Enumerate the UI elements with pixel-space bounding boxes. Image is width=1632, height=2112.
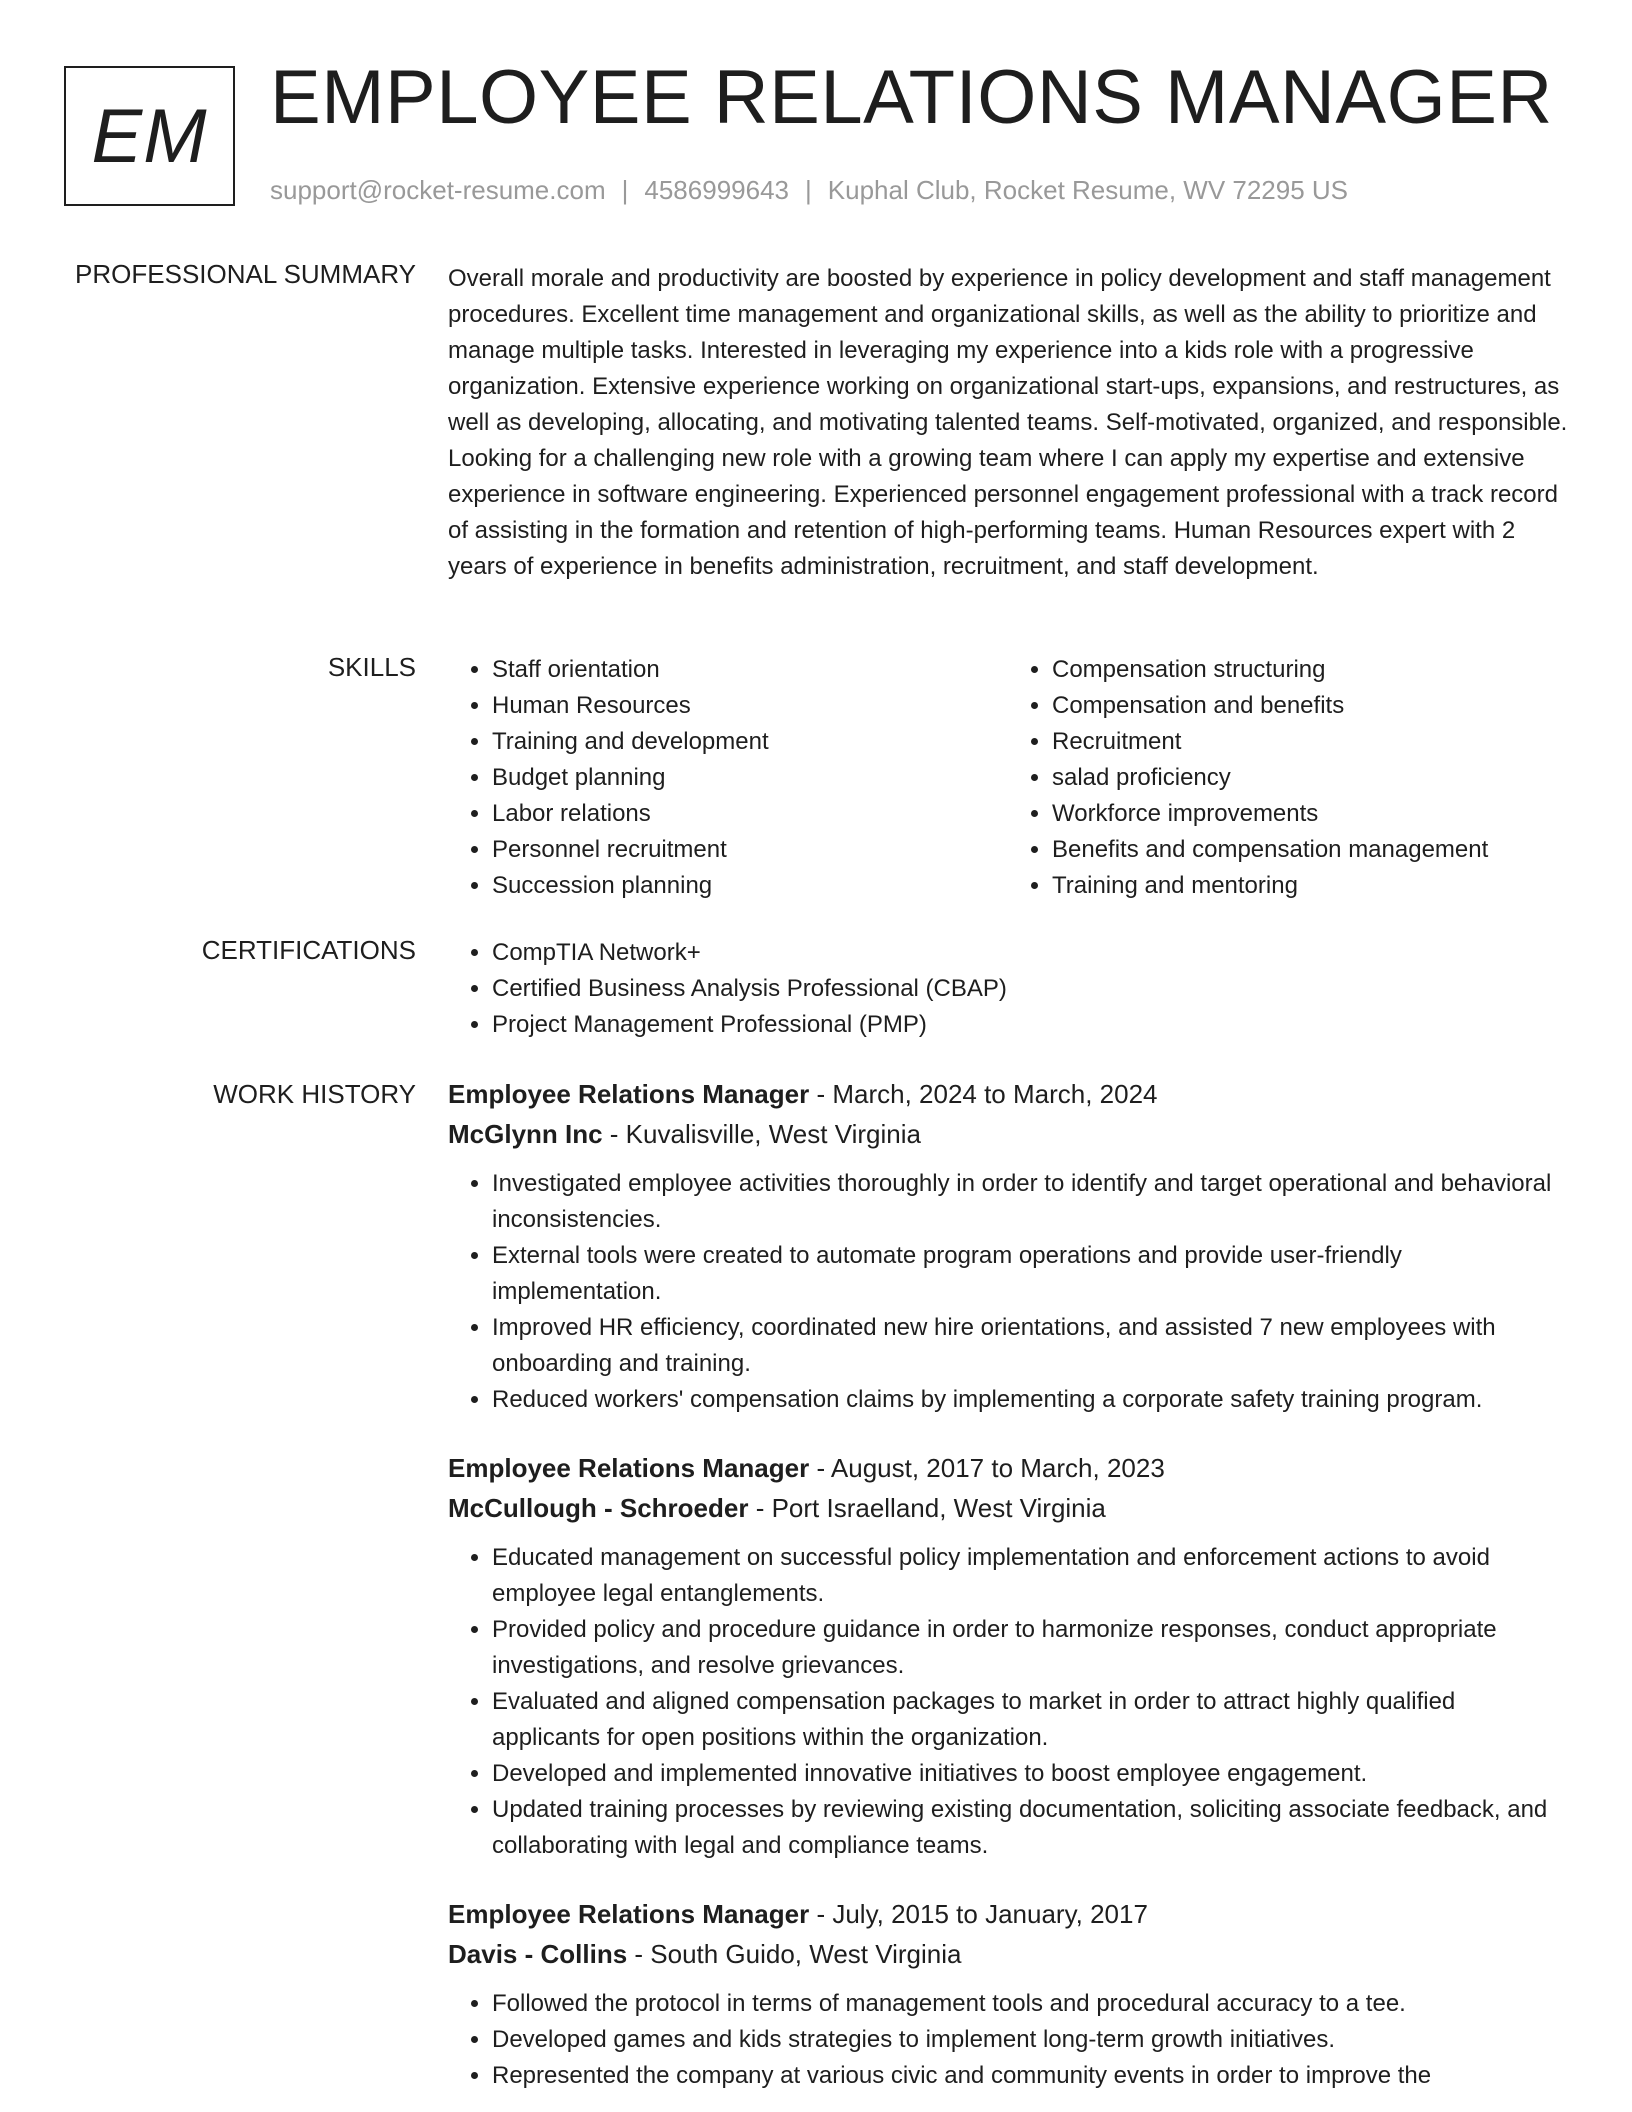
job-title: Employee Relations Manager (448, 1453, 810, 1483)
job-dates: - July, 2015 to January, 2017 (809, 1899, 1148, 1929)
job-title-line (448, 1448, 1568, 1488)
certifications-heading: CERTIFICATIONS (201, 935, 416, 965)
list-item: • External tools were created to automate program operations and provide user-friendly implementation. (492, 1238, 1568, 1310)
list-item: • Updated training processes by reviewing existing documentation, soliciting associate feedback, and collaborating with legal and compliance teams. (492, 1792, 1568, 1864)
list-item: • Training and mentoring (1052, 868, 1568, 904)
job-bullets (448, 1986, 1568, 2094)
list-item: • Reduced workers' compensation claims by implementing a corporate safety training program. (492, 1382, 1568, 1418)
summary-heading: PROFESSIONAL SUMMARY (75, 259, 416, 289)
list-item: • Certified Business Analysis Professional (CBAP) (492, 971, 1568, 1007)
list-item: • Training and development (492, 724, 1008, 760)
list-item: • Labor relations (492, 796, 1008, 832)
job-dates: - March, 2024 to March, 2024 (809, 1079, 1158, 1109)
list-item: • Benefits and compensation management (1052, 832, 1568, 868)
list-item: • Budget planning (492, 760, 1008, 796)
list-item: • Investigated employee activities thoroughly in order to identify and target operational and behavioral inconsistencies. (492, 1166, 1568, 1238)
contact-address: Kuphal Club, Rocket Resume, WV 72295 US (827, 175, 1349, 205)
list-item: • Succession planning (492, 868, 1008, 904)
work-history-heading: WORK HISTORY (213, 1079, 416, 1109)
contact-phone: 4586999643 (644, 175, 789, 205)
certifications-body (448, 935, 1568, 1043)
contact-line (270, 175, 1348, 206)
skills-body (448, 652, 1568, 904)
list-item: • Project Management Professional (PMP) (492, 1007, 1568, 1043)
contact-separator: | (621, 175, 629, 205)
job-entry (448, 1448, 1568, 1864)
list-item: • Improved HR efficiency, coordinated new hire orientations, and assisted 7 new employees with onboarding and training. (492, 1310, 1568, 1382)
list-item: • Provided policy and procedure guidance in order to harmonize responses, conduct appropriate investigations, and resolve grievances. (492, 1612, 1568, 1684)
job-bullets (448, 1540, 1568, 1864)
skills-list-right (1008, 652, 1568, 904)
job-dates: - August, 2017 to March, 2023 (809, 1453, 1165, 1483)
list-item: • CompTIA Network+ (492, 935, 1568, 971)
list-item: • salad proficiency (1052, 760, 1568, 796)
summary-text: Overall morale and productivity are boosted by experience in policy development and staff management procedures. Excellent time management and organizational skills, as well as the ability to prioritize and manage multiple tasks. Interested in leveraging my experience into a kids role with a progressive organization. Extensive experience working on organizational start-ups, expansions, and restructures, as well as developing, allocating, and motivating talented teams. Self-motivated, organized, and responsible. Looking for a challenging new role with a growing team where I can apply my expertise and extensive experience in software engineering. Experienced personnel engagement professional with a track record of assisting in the formation and retention of high-performing teams. Human Resources expert with 2 years of experience in benefits administration, recruitment, and staff development. (448, 265, 1568, 580)
work-history-body (448, 1074, 1568, 2108)
list-item: • Personnel recruitment (492, 832, 1008, 868)
job-title-line (448, 1894, 1568, 1934)
skills-grid (448, 652, 1568, 904)
certifications-list (448, 935, 1568, 1043)
job-company-line (448, 1114, 1568, 1154)
job-company: Davis - Collins (448, 1939, 628, 1969)
job-title: Employee Relations Manager (448, 1079, 810, 1109)
skills-heading: SKILLS (327, 652, 416, 682)
list-item: • Staff orientation (492, 652, 1008, 688)
job-location: - Port Israelland, West Virginia (748, 1493, 1106, 1523)
job-company: McGlynn Inc (448, 1119, 603, 1149)
job-company-line (448, 1934, 1568, 1974)
job-title: Employee Relations Manager (448, 1899, 810, 1929)
list-item: • Developed games and kids strategies to implement long-term growth initiatives. (492, 2022, 1568, 2058)
job-title-line (448, 1074, 1568, 1114)
list-item: • Recruitment (1052, 724, 1568, 760)
contact-email: support@rocket-resume.com (270, 175, 606, 205)
list-item: • Educated management on successful policy implementation and enforcement actions to avoid employee legal entanglements. (492, 1540, 1568, 1612)
job-company: McCullough - Schroeder (448, 1493, 749, 1523)
list-item: • Represented the company at various civic and community events in order to improve the (492, 2058, 1568, 2094)
list-item: • Evaluated and aligned compensation packages to market in order to attract highly qualified applicants for open positions within the organization. (492, 1684, 1568, 1756)
monogram-initials: EM (91, 93, 208, 179)
job-company-line (448, 1488, 1568, 1528)
list-item: • Workforce improvements (1052, 796, 1568, 832)
list-item: • Compensation and benefits (1052, 688, 1568, 724)
monogram-box (64, 66, 235, 206)
job-location: - Kuvalisville, West Virginia (602, 1119, 921, 1149)
skills-list-left (448, 652, 1008, 904)
job-entry (448, 1074, 1568, 1418)
list-item: • Human Resources (492, 688, 1008, 724)
contact-separator: | (805, 175, 812, 205)
job-location: - South Guido, West Virginia (627, 1939, 962, 1969)
list-item: • Followed the protocol in terms of management tools and procedural accuracy to a tee. (492, 1986, 1568, 2022)
job-bullets (448, 1166, 1568, 1418)
list-item: • Compensation structuring (1052, 652, 1568, 688)
resume-title: EMPLOYEE RELATIONS MANAGER (270, 55, 1553, 140)
job-entry (448, 1894, 1568, 2094)
list-item: • Developed and implemented innovative initiatives to boost employee engagement. (492, 1756, 1568, 1792)
summary-body (448, 261, 1568, 585)
